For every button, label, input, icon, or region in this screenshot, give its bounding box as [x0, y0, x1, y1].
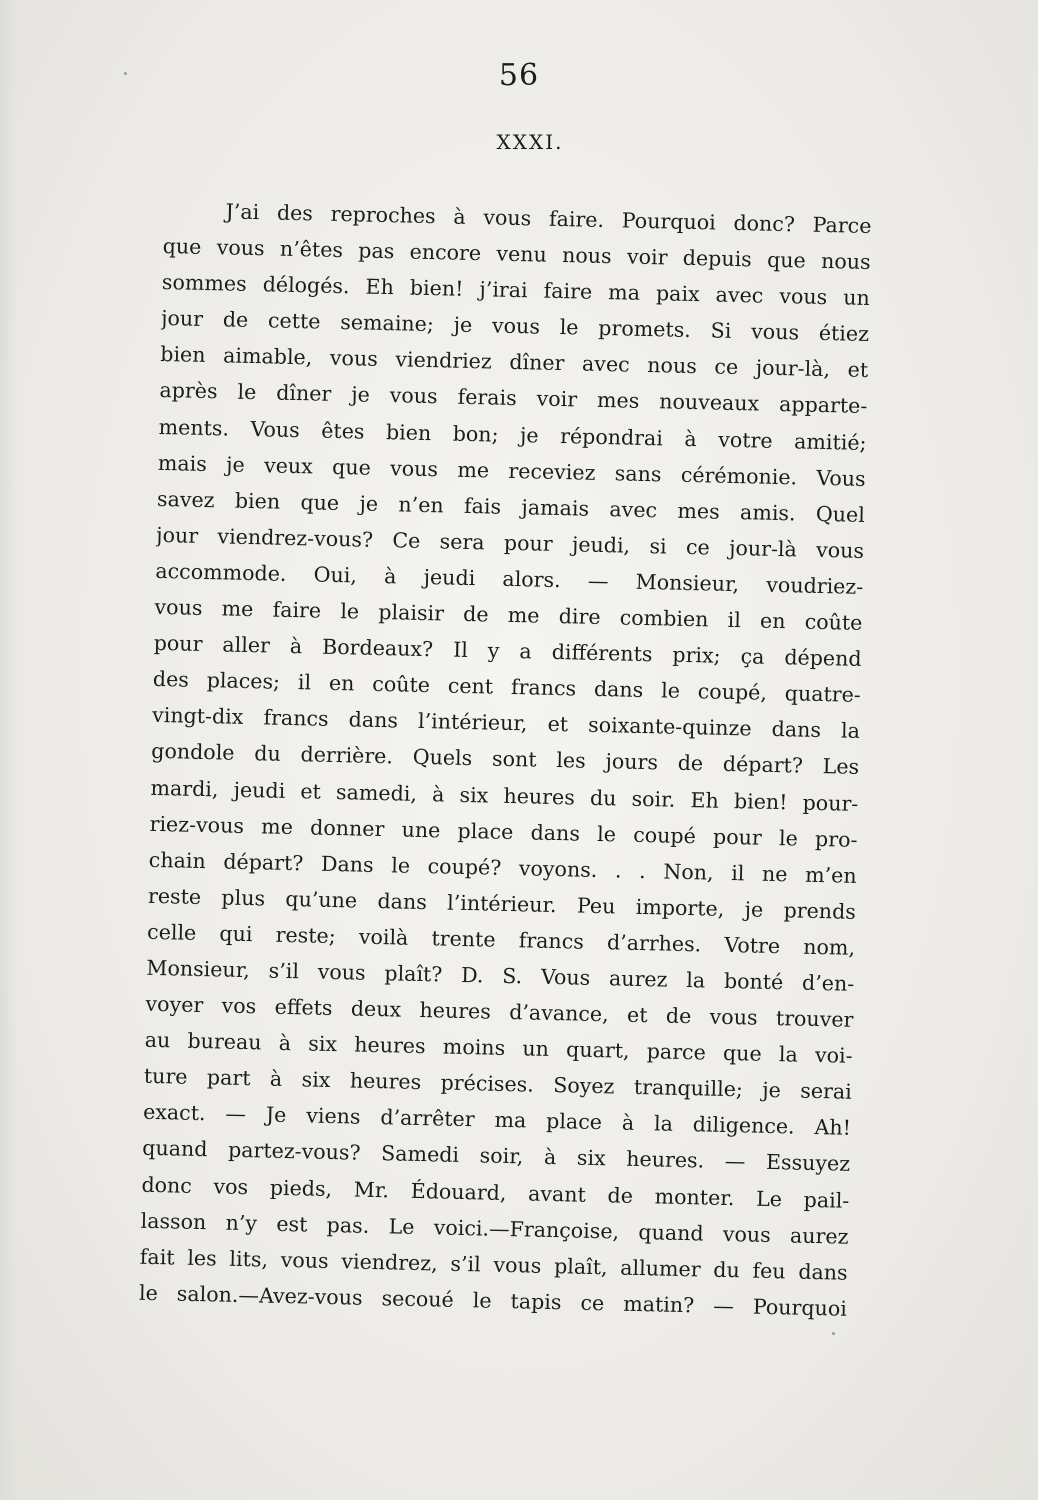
text-line: après le dîner je vous ferais voir mes nouveaux apparte- [159, 378, 868, 419]
text-line: jour de cette semaine; je vous le promets. Si vous étiez [160, 306, 870, 347]
text-line: gondole du derrière. Quels sont les jours de départ? Les [151, 739, 860, 780]
text-line: des places; il en coûte cent francs dans le coupé, quatre- [152, 667, 862, 708]
section-title: XXXI. [496, 130, 564, 154]
text-line: voyer vos effets deux heures d’avance, et de vous trouver [145, 991, 854, 1032]
paper-speck [124, 72, 127, 75]
text-line: bien aimable, vous viendriez dîner avec nous ce jour-là, et [160, 342, 869, 383]
text-line: jour viendrez-vous? Ce sera pour jeudi, si ce jour-là vous [155, 522, 865, 563]
text-line: lasson n’y est pas. Le voici.—Françoise, quand vous aurez [140, 1208, 849, 1249]
text-line: au bureau à six heures moins un quart, parce que la voi- [144, 1027, 853, 1068]
page-number: 56 [498, 58, 540, 93]
text-line: sommes délogés. Eh bien! j’irai faire ma paix avec vous un [161, 270, 871, 311]
text-line: savez bien que je n’en fais jamais avec mes amis. Quel [156, 486, 866, 527]
text-line: que vous n’êtes pas encore venu nous voir depuis que nous [162, 234, 871, 275]
text-line: mardi, jeudi et samedi, à six heures du soir. Eh bien! pour- [150, 775, 859, 816]
text-line: ture part à six heures précises. Soyez tranquille; je serai [143, 1064, 853, 1105]
text-line: pour aller à Bordeaux? Il y a différents prix; ça dépend [153, 631, 862, 672]
text-line: le salon.—Avez-vous secoué le tapis ce matin? — Pourquoi [138, 1280, 848, 1321]
text-line: donc vos pieds, Mr. Édouard, avant de monter. Le pail- [141, 1172, 850, 1213]
text-line: reste plus qu’une dans l’intérieur. Peu importe, je prends [147, 883, 857, 924]
text-line: mais je veux que vous me receviez sans cérémonie. Vous [157, 450, 866, 491]
text-line: ments. Vous êtes bien bon; je répondrai à votre amitié; [158, 414, 867, 455]
text-line: Monsieur, s’il vous plaît? D. S. Vous aurez la bonté d’en- [146, 955, 855, 996]
text-line: riez-vous me donner une place dans le coupé pour le pro- [149, 811, 858, 852]
text-line: exact. — Je viens d’arrêter ma place à la diligence. Ah! [142, 1100, 852, 1141]
paper-speck [832, 1332, 835, 1335]
text-line: vingt-dix francs dans l’intérieur, et soixante-quinze dans la [151, 703, 861, 744]
text-line: celle qui reste; voilà trente francs d’arrhes. Votre nom, [146, 919, 856, 960]
body-text [139, 192, 872, 1327]
page-edge-shadow [0, 0, 18, 1500]
text-line: quand partez-vous? Samedi soir, à six heures. — Essuyez [142, 1136, 851, 1177]
text-line: chain départ? Dans le coupé? voyons. . . Non, il ne m’en [148, 847, 857, 888]
text-line: J’ai des reproches à vous faire. Pourquoi donc? Parce [225, 199, 872, 239]
text-line: fait les lits, vous viendrez, s’il vous plaît, allumer du feu dans [139, 1244, 848, 1285]
text-line: vous me faire le plaisir de me dire combien il en coûte [154, 594, 863, 635]
text-line: accommode. Oui, à jeudi alors. — Monsieur, voudriez- [155, 558, 864, 599]
